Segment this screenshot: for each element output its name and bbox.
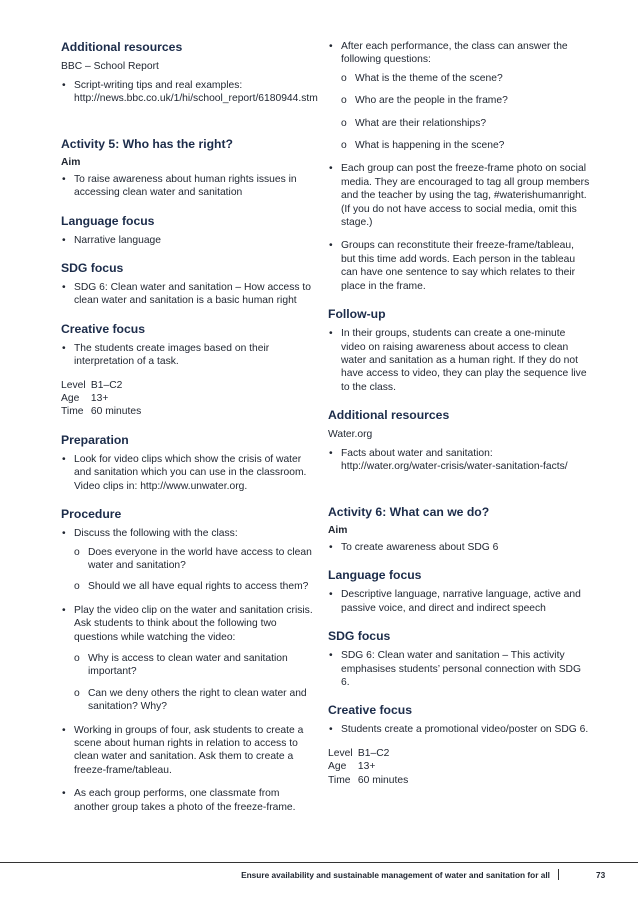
procedure-sub-4: o Can we deny others the right to clean water and sanitation? Why? [61,687,313,714]
level-row: Level B1–C2 [61,379,123,391]
activity-5-heading: Activity 5: Who has the right? [61,137,233,152]
right-column [328,40,590,787]
performance-bullet: • After each performance, the class can answer the following questions: [328,40,590,67]
time-row-2: Time 60 minutes [328,774,409,786]
time-row: Time 60 minutes [61,406,142,418]
age-row-2: Age 13+ [328,761,376,773]
additional-resources-heading-2: Additional resources [328,408,450,423]
resource-bullet-2: • Facts about water and sanitation: http://water.org/water-crisis/water-sanitation-facts/ [328,447,590,474]
creative-focus-bullet: • The students create images based on their interpretation of a task. [61,342,313,369]
sdg-focus-bullet: • SDG 6: Clean water and sanitation – How access to clean water and sanitation is a basic human right [61,281,313,308]
creative-focus-bullet-2: • Students create a promotional video/poster on SDG 6. [328,723,590,736]
procedure-sub-2: o Should we all have equal rights to access them? [61,580,313,593]
page-number: 73 [596,870,606,880]
resource-source-2: Water.org [328,429,373,441]
preparation-bullet: • Look for video clips which show the crisis of water and sanitation which you can use in the classroom. Video clips in: http://www.unwater.org. [61,453,313,493]
question-4: o What is happening in the scene? [328,139,590,152]
footer-title: Ensure availability and sustainable management of water and sanitation for all [241,870,550,880]
sdg-focus-heading: SDG focus [61,261,124,276]
resource-bullet: • Script-writing tips and real examples: http://news.bbc.co.uk/1/hi/school_report/6180944.stm [61,79,313,106]
aim-label: Aim [61,157,81,169]
activity-6-heading: Activity 6: What can we do? [328,505,490,520]
footer-divider [558,869,559,880]
preparation-heading: Preparation [61,432,129,447]
aim-bullet-2: • To create awareness about SDG 6 [328,541,590,554]
language-focus-bullet: • Narrative language [61,234,313,247]
sdg-focus-bullet-2: • SDG 6: Clean water and sanitation – This activity emphasises students’ personal connection with SDG 6. [328,649,590,689]
language-focus-heading-2: Language focus [328,568,422,583]
level-age-time [61,379,313,419]
procedure-heading: Procedure [61,507,122,522]
language-focus-bullet-2: • Descriptive language, narrative language, active and passive voice, and direct and indirect speech [328,588,590,615]
aim-label-2: Aim [328,525,348,537]
creative-focus-heading: Creative focus [61,321,145,336]
additional-resources-heading: Additional resources [61,40,183,54]
reconstitute-bullet: • Groups can reconstitute their freeze-frame/tableau, but this time add words. Each person in the tableau can have one sentence to say which relates to their place in the frame. [328,239,590,293]
footer-rule [0,862,638,863]
left-column [61,40,318,814]
procedure-bullet-3: • Working in groups of four, ask students to create a scene about human rights in relation to access to clean water and sanitation. Ask them to create a freeze-frame/tableau. [61,724,313,778]
procedure-sub-1: o Does everyone in the world have access to clean water and sanitation? [61,546,313,573]
procedure-sub-3: o Why is access to clean water and sanitation important? [61,652,313,679]
aim-bullet: • To raise awareness about human rights issues in accessing clean water and sanitation [61,173,313,200]
level-row-2: Level B1–C2 [328,747,390,759]
procedure-bullet-1: • Discuss the following with the class: [61,527,313,540]
procedure-bullet-4: • As each group performs, one classmate from another group takes a photo of the freeze-frame. [61,787,313,814]
level-age-time-2 [328,747,590,787]
age-row: Age 13+ [61,393,109,405]
resource-source: BBC – School Report [61,61,159,72]
follow-up-heading: Follow-up [328,307,386,322]
question-1: o What is the theme of the scene? [328,72,590,85]
post-photo-bullet: • Each group can post the freeze-frame photo on social media. They are encouraged to tag all group members and the teacher by using the tag, #waterishumanright. (If you do not have access to social media, omit this stage.) [328,162,590,229]
sdg-focus-heading-2: SDG focus [328,629,391,644]
language-focus-heading: Language focus [61,213,155,228]
question-3: o What are their relationships? [328,117,590,130]
creative-focus-heading-2: Creative focus [328,703,412,718]
procedure-bullet-2: • Play the video clip on the water and sanitation crisis. Ask students to think about the following two questions while watching the video: [61,604,313,644]
question-2: o Who are the people in the frame? [328,94,590,107]
follow-up-bullet: • In their groups, students can create a one-minute video on raising awareness about access to clean water and sanitation as a human right. If they do not have access to video, they can play the sequence live to the class. [328,327,590,394]
